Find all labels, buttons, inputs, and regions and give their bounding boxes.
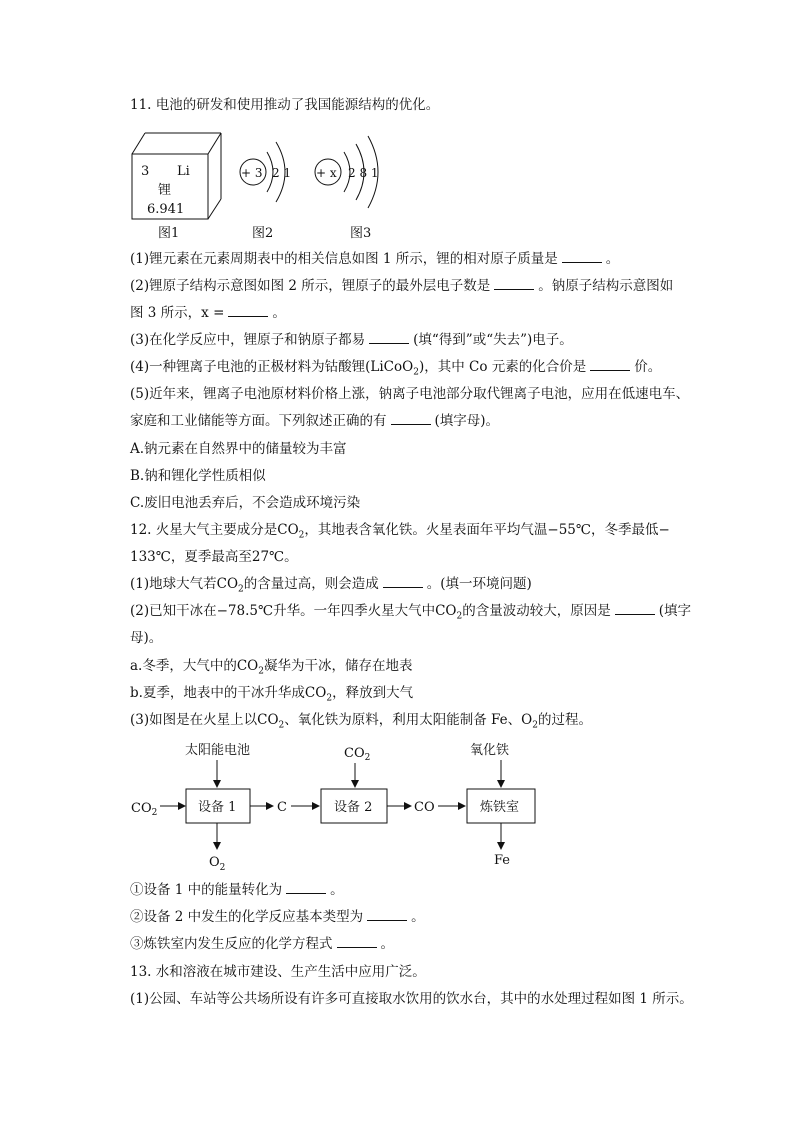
fig3-caption: 图3 (350, 226, 372, 241)
answer-blank[interactable] (286, 882, 326, 894)
fig2-lithium-atom (240, 142, 291, 202)
q11-option-b: B.钠和锂化学性质相似 (130, 468, 266, 484)
q12-part2-line1: (2)已知干冰在−78.5℃升华。一年四季火星大气中$CO_2$的含量波动较大，原因是 (填字 (130, 603, 692, 622)
q11-option-a: A.钠元素在自然界中的储量较为丰富 (130, 441, 347, 457)
flow-o2-output: $O_2$ (209, 855, 226, 873)
flow-solar-cell: 太阳能电池 (185, 743, 251, 758)
flow-co2-input: $CO_2$ (131, 801, 158, 818)
answer-blank[interactable] (367, 909, 407, 921)
fig1-element-name: 锂 (158, 183, 172, 198)
flow-co2-top: $CO_2$ (344, 746, 371, 763)
fig2-nucleus: + 3 (241, 166, 263, 180)
answer-blank[interactable] (383, 576, 423, 588)
fig1-caption: 图1 (158, 226, 180, 241)
q13-stem: 13. 水和溶液在城市建设、生产生活中应用广泛。 (130, 964, 426, 980)
q11-part4: (4)一种锂离子电池的正极材料为钴酸锂(LiCoO$_2$)，其中 Co 元素的化合价是 价。 (130, 359, 662, 378)
q13-part1: (1)公园、车站等公共场所设有许多可直接取水饮用的饮水台，其中的水处理过程如图 1 所示。 (130, 991, 693, 1007)
q12-option-a: a.冬季，大气中的$CO_2$凝华为干冰，储存在地表 (130, 658, 413, 677)
answer-blank[interactable] (369, 332, 409, 344)
q12-part3: (3)如图是在火星上以$CO_2$、氧化铁为原料，利用太阳能制备 Fe、$O_2$的过程。 (130, 712, 592, 731)
fig3-shells: 2 8 1 (348, 166, 379, 180)
q11-part3: (3)在化学反应中，锂原子和钠原子都易 (填“得到”或“失去”)电子。 (130, 332, 573, 348)
q12-sub2: ②设备 2 中发生的化学反应基本类型为 。 (130, 909, 425, 925)
fig3-nucleus: + x (316, 166, 337, 180)
fig1-symbol: Li (177, 164, 190, 179)
q12-sub3: ③炼铁室内发生反应的化学方程式 。 (130, 936, 394, 952)
flow-iron-oxide: 氧化铁 (470, 743, 510, 758)
flow-carbon: C (277, 800, 287, 815)
fig1-element-cube (132, 133, 221, 219)
fig1-atomic-mass: 6.941 (147, 202, 185, 217)
answer-blank[interactable] (494, 278, 534, 290)
q11-part2-line1: (2)锂原子结构示意图如图 2 所示，锂原子的最外层电子数是 。钠原子结构示意图如 (130, 278, 674, 294)
fig1-atomic-number: 3 (141, 164, 150, 179)
flow-fe-output: Fe (494, 853, 511, 868)
answer-blank[interactable] (615, 603, 655, 615)
fig2-shells: 2 1 (272, 166, 292, 180)
fig3-sodium-atom (315, 136, 379, 208)
q12-part2-line2: 母)。 (130, 630, 163, 646)
answer-blank[interactable] (590, 359, 630, 371)
answer-blank[interactable] (562, 251, 602, 263)
q11-option-c: C.废旧电池丢弃后，不会造成环境污染 (130, 495, 361, 511)
q11-part1: (1)锂元素在元素周期表中的相关信息如图 1 所示，锂的相对原子质量是 。 (130, 251, 620, 267)
q11-part2-line2: 图 3 所示，x = 。 (130, 305, 286, 321)
q11-part5-line2: 家庭和工业储能等方面。下列叙述正确的有 (填字母)。 (130, 413, 500, 429)
flow-diagram (131, 742, 535, 873)
flow-co: CO (414, 800, 435, 815)
q11-stem: 11. 电池的研发和使用推动了我国能源结构的优化。 (130, 97, 440, 113)
answer-blank[interactable] (337, 936, 377, 948)
q12-option-b: b.夏季，地表中的干冰升华成$CO_2$，释放到大气 (130, 685, 414, 704)
flow-device1-label: 设备 1 (198, 800, 237, 815)
q12-stem-line2: 133℃，夏季最高至27℃。 (130, 549, 298, 565)
q12-sub1: ①设备 1 中的能量转化为 。 (130, 882, 344, 898)
flow-device2-label: 设备 2 (334, 800, 373, 815)
q11-part5-line1: (5)近年来，锂离子电池原材料价格上涨，钠离子电池部分取代锂离子电池，应用在低速电车、 (130, 386, 690, 402)
q12-part1: (1)地球大气若$CO_2$的含量过高，则会造成 。(填一环境问题) (130, 576, 532, 595)
q12-stem-line1: 12. 火星大气主要成分是$CO_2$，其地表含氧化铁。火星表面年平均气温−55℃，冬季最低− (130, 522, 670, 541)
answer-blank[interactable] (228, 305, 268, 317)
answer-blank[interactable] (391, 413, 431, 425)
fig2-caption: 图2 (252, 226, 274, 241)
flow-furnace-label: 炼铁室 (480, 800, 520, 815)
